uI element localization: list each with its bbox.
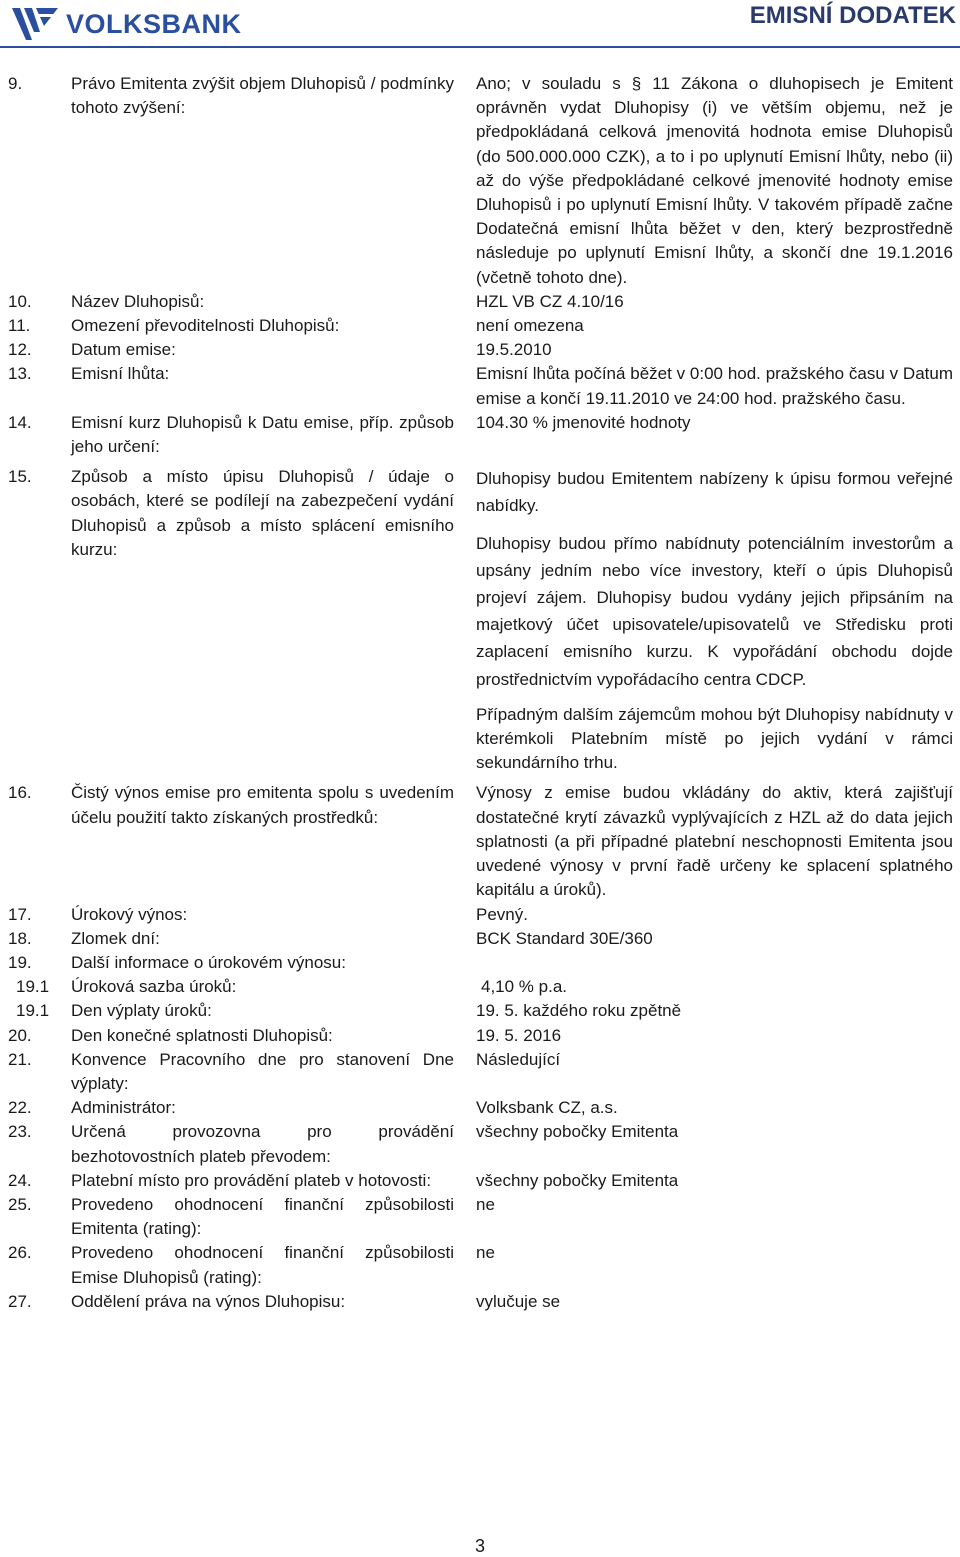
document-title: EMISNÍ DODATEK — [749, 2, 956, 29]
term-number: 15. — [8, 467, 32, 487]
term-label: Název Dluhopisů: — [71, 291, 205, 311]
term-number: 19.1 — [16, 977, 50, 997]
term-number: 18. — [8, 928, 32, 948]
term-value: ne — [476, 1194, 495, 1214]
term-value: Ano; v souladu s § 11 Zákona o dluhopisech je Emitent oprávněn vydat Dluhopisy (i) ve větším objemu, než je předpokládaná celková jmenovitá hodnota emise Dluhopisů (do 500.000.000 CZK), a to i po uplynutí Emisní lhůty, nebo (ii) až do výše předpokládané celkové jmenovité hodnoty emise Dluhopisů i po uplynutí Emisní lhůty. V takovém případě začne Dodatečná emisní lhůta běžet v den, který bezprostředně následuje po uplynutí Emisní lhůty, a skončí dne 19.1.2016 (včetně tohoto dne). — [476, 74, 953, 287]
term-label: Zlomek dní: — [71, 928, 160, 948]
term-row — [0, 975, 960, 999]
term-label: Úrokový výnos: — [71, 904, 188, 924]
term-row — [0, 781, 960, 902]
value-paragraph: Případným dalším zájemcům mohou být Dluhopisy nabídnuty v kterémkoli Platebním místě po jejich vydání v rámci sekundárního trhu. — [476, 704, 953, 773]
term-number: 27. — [8, 1291, 32, 1311]
term-value: ne — [476, 1243, 495, 1263]
term-label: Čistý výnos emise pro emitenta spolu s uvedením účelu použití takto získaných prostředků: — [71, 783, 454, 827]
term-value: 104.30 % jmenovité hodnoty — [476, 412, 691, 432]
term-row — [0, 1096, 960, 1120]
term-value: Pevný. — [476, 904, 528, 924]
page-number: 3 — [474, 1536, 485, 1556]
term-value: není omezena — [476, 316, 584, 336]
term-row — [0, 411, 960, 459]
term-row — [0, 362, 960, 410]
term-row — [0, 1169, 960, 1193]
volksbank-emblem-icon — [10, 4, 62, 44]
brand-name: VOLKSBANK — [66, 8, 242, 39]
term-number: 14. — [8, 412, 32, 432]
term-label: Další informace o úrokovém výnosu: — [71, 952, 346, 972]
term-row — [0, 999, 960, 1023]
term-row — [0, 290, 960, 314]
term-number: 16. — [8, 783, 32, 803]
term-label: Emisní kurz Dluhopisů k Datu emise, příp. způsob jeho určení: — [71, 412, 454, 457]
term-value: Volksbank CZ, a.s. — [476, 1098, 618, 1118]
term-row — [0, 927, 960, 951]
term-label: Konvence Pracovního dne pro stanovení Dne výplaty: — [71, 1049, 454, 1093]
term-row — [0, 951, 960, 975]
term-value: 19. 5. každého roku zpětně — [476, 1001, 682, 1021]
term-value: všechny pobočky Emitenta — [476, 1170, 679, 1190]
term-value — [476, 951, 953, 975]
term-label: Administrátor: — [71, 1098, 176, 1118]
term-value: Následující — [476, 1049, 561, 1069]
value-paragraph: Dluhopisy budou přímo nabídnuty potenciálním investorům a upsány jedním nebo více investory, kteří o úpis Dluhopisů projeví zájem. Dluhopisy budou vydány jejich připsáním na majetkový účet upisovatele/upisovatelů ve Středisku proti zaplacení emisního kurzu. K vypořádání obchodu dojde prostřednictvím vypořádacího centra CDCP. — [476, 533, 953, 689]
term-number: 23. — [8, 1122, 32, 1142]
term-row — [0, 1241, 960, 1289]
term-value: Emisní lhůta počíná běžet v 0:00 hod. pražského času v Datum emise a končí 19.11.2010 ve 24:00 hod. pražského času. — [476, 364, 953, 408]
term-number: 13. — [8, 364, 32, 384]
term-row — [0, 1193, 960, 1241]
term-label: Den konečné splatnosti Dluhopisů: — [71, 1025, 333, 1045]
term-number: 19. — [8, 952, 32, 972]
term-label: Provedeno ohodnocení finanční způsobilosti Emitenta (rating): — [71, 1194, 454, 1239]
term-value: 19.5.2010 — [476, 340, 552, 360]
term-label: Omezení převoditelnosti Dluhopisů: — [71, 316, 340, 336]
term-row — [0, 465, 960, 775]
term-label: Způsob a místo úpisu Dluhopisů / údaje o osobách, které se podílejí na zabezpečení vydání Dluhopisů a způsob a místo splácení emisního kurzu: — [71, 467, 454, 559]
term-row — [0, 72, 960, 290]
term-number: 11. — [8, 316, 31, 336]
term-number: 10. — [8, 291, 32, 311]
term-value — [476, 465, 953, 775]
term-row — [0, 1024, 960, 1048]
header-rule — [0, 46, 960, 48]
term-label: Platební místo pro provádění plateb v hotovosti: — [71, 1170, 432, 1190]
terms-list — [0, 72, 960, 1314]
term-row — [0, 314, 960, 338]
term-number: 24. — [8, 1170, 32, 1190]
term-value: vylučuje se — [476, 1291, 561, 1311]
term-number: 22. — [8, 1098, 32, 1118]
term-number: 9. — [8, 74, 23, 93]
term-number: 12. — [8, 340, 32, 360]
term-label: Provedeno ohodnocení finanční způsobilosti Emise Dluhopisů (rating): — [71, 1243, 454, 1287]
term-label: Určená provozovna pro provádění bezhotovostních plateb převodem: — [71, 1122, 454, 1166]
term-label: Úroková sazba úroků: — [71, 977, 237, 997]
term-number: 19.1 — [16, 1001, 50, 1021]
term-value: BCK Standard 30E/360 — [476, 928, 653, 948]
term-label: Datum emise: — [71, 340, 176, 360]
term-number: 20. — [8, 1025, 32, 1045]
term-value: Výnosy z emise budou vkládány do aktiv, která zajišťují dostatečné krytí závazků vyplývajících z HZL až do data jejich splatnosti (a při případné platební neschopnosti Emitenta jsou uvedené výnosy v první řadě určeny ke splacení splatného kapitálu a úroků). — [476, 783, 953, 900]
term-number: 26. — [8, 1243, 32, 1263]
term-row — [0, 338, 960, 362]
term-value: 19. 5. 2016 — [476, 1025, 562, 1045]
term-number: 25. — [8, 1194, 32, 1214]
term-row — [0, 1048, 960, 1096]
term-label: Právo Emitenta zvýšit objem Dluhopisů / podmínky tohoto zvýšení: — [71, 74, 454, 118]
term-number: 21. — [8, 1049, 32, 1069]
page-header — [0, 0, 960, 50]
volksbank-logo — [10, 4, 242, 44]
term-number: 17. — [8, 904, 32, 924]
term-value: všechny pobočky Emitenta — [476, 1122, 679, 1142]
term-label: Oddělení práva na výnos Dluhopisu: — [71, 1291, 346, 1311]
term-row — [0, 903, 960, 927]
term-label: Den výplaty úroků: — [71, 1001, 212, 1021]
term-row — [0, 1290, 960, 1314]
term-label: Emisní lhůta: — [71, 364, 170, 384]
term-value: HZL VB CZ 4.10/16 — [476, 291, 624, 311]
term-value: 4,10 % p.a. — [481, 977, 568, 997]
term-row — [0, 1120, 960, 1168]
value-paragraph: Dluhopisy budou Emitentem nabízeny k úpisu formou veřejné nabídky. — [476, 469, 953, 516]
